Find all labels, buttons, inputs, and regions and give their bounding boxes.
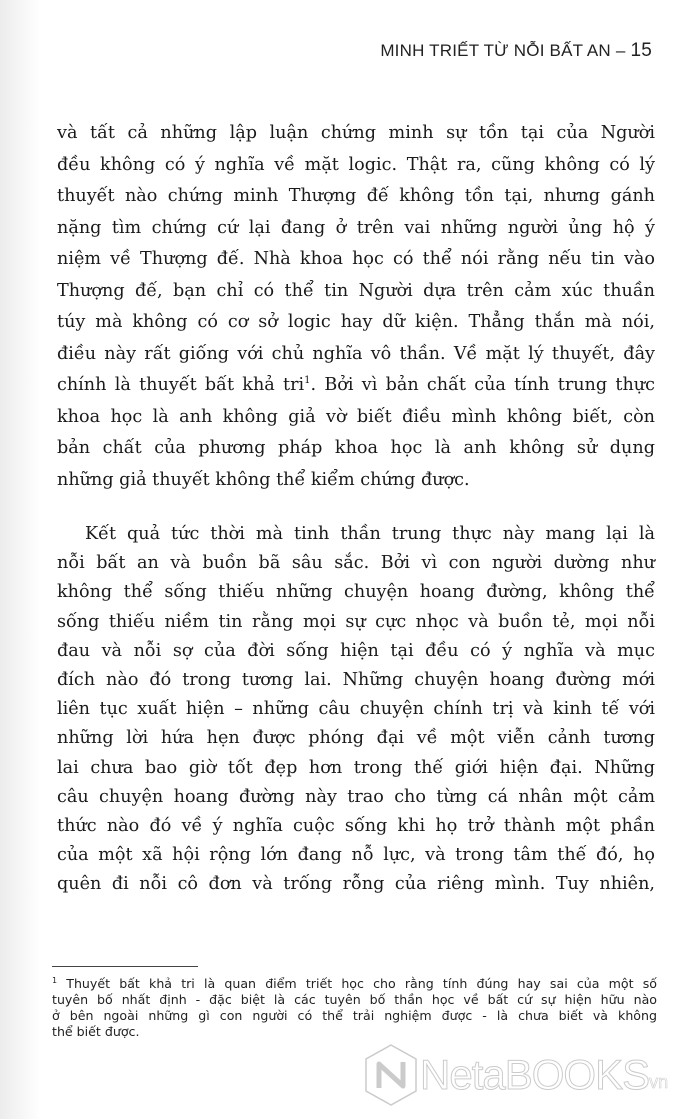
paragraph-1 bbox=[57, 118, 655, 496]
page-number: 15 bbox=[630, 40, 652, 61]
footnote-line bbox=[52, 976, 657, 992]
text-line: Thượng đế, bạn chỉ có thể tin Người dựa trên cảm xúc thuần bbox=[57, 280, 655, 301]
watermark-brand: NetaBOOKS bbox=[420, 1051, 650, 1098]
text-line: câu chuyện hoang đường này trao cho từng cá nhân một cảm bbox=[57, 786, 655, 807]
footnote-reference[interactable]: 1 bbox=[304, 375, 311, 387]
text-line: sống thiếu niềm tin rằng mọi sự cực nhọc và buồn tẻ, mọi nỗi bbox=[57, 611, 655, 632]
text-line: túy mà không có cơ sở logic hay dữ kiện. Thẳng thắn mà nói, bbox=[57, 312, 655, 332]
text-line: nặng tìm chứng cứ lại đang ở trên vai những người ủng hộ ý bbox=[57, 217, 655, 238]
text-line: điều này rất giống với chủ nghĩa vô thần. Về mặt lý thuyết, đây bbox=[57, 343, 655, 364]
text-line: lai chưa bao giờ tốt đẹp hơn trong thế giới hiện đại. Những bbox=[57, 757, 655, 778]
text-line: không thể sống thiếu những chuyện hoang đường, không thể bbox=[57, 582, 655, 603]
paragraph-2 bbox=[57, 520, 655, 899]
page-gutter-shadow bbox=[0, 0, 40, 1119]
footnote-line: tuyên bố nhất định - đặc biệt là các tuyên bố thần học về bất cứ sự hiện hữu nào bbox=[52, 992, 657, 1007]
footnote bbox=[52, 976, 657, 1040]
text-line: quên đi nỗi cô đơn và trống rỗng của riêng mình. Tuy nhiên, bbox=[57, 874, 655, 895]
text-line: khoa học là anh không giả vờ biết điều mình không biết, còn bbox=[57, 406, 655, 427]
text-segment: . Bởi vì bản chất của tính trung thực bbox=[310, 375, 655, 395]
footnote-marker: 1 bbox=[52, 975, 58, 985]
text-line: đích nào đó trong tương lai. Những chuyện hoang đường mới bbox=[57, 669, 655, 690]
text-line: niệm về Thượng đế. Nhà khoa học có thể nói rằng nếu tin vào bbox=[57, 249, 655, 269]
text-line: của một xã hội rộng lớn đang nỗ lực, và trong tâm thế đó, họ bbox=[57, 845, 655, 866]
text-line: đau và nỗi sợ của đời sống hiện tại đều có ý nghĩa và mục bbox=[57, 640, 655, 661]
netabooks-logo-icon bbox=[362, 1042, 420, 1108]
footnote-line: ở bên ngoài những gì con người có thể trải nghiệm được - là chưa biết và không bbox=[52, 1008, 657, 1023]
book-title: MINH TRIẾT TỪ NỖI BẤT AN bbox=[380, 41, 611, 60]
text-line: đều không có ý nghĩa về mặt logic. Thật ra, cũng không có lý bbox=[57, 154, 655, 175]
text-line: những lời hứa hẹn được phóng đại về một viễn cảnh tương bbox=[57, 728, 655, 749]
watermark bbox=[362, 1042, 668, 1108]
footnote-line: thể biết được. bbox=[52, 1024, 140, 1039]
text-line: liên tục xuất hiện – những câu chuyện chính trị và kinh tế với bbox=[57, 699, 655, 720]
footnote-divider bbox=[52, 966, 198, 967]
header-separator: – bbox=[615, 41, 626, 60]
text-line: bản chất của phương pháp khoa học là anh không sử dụng bbox=[57, 438, 655, 458]
text-line: nỗi bất an và buồn bã sâu sắc. Bởi vì con người dường như bbox=[57, 553, 655, 574]
running-header bbox=[380, 40, 652, 62]
text-segment: chính là thuyết bất khả tri bbox=[57, 375, 305, 395]
text-line: và tất cả những lập luận chứng minh sự tồn tại của Người bbox=[57, 123, 655, 143]
text-line: thuyết nào chứng minh Thượng đế không tồn tại, nhưng gánh bbox=[57, 186, 655, 206]
text-line: những giả thuyết không thể kiểm chứng được. bbox=[57, 469, 470, 490]
watermark-suffix: vn bbox=[649, 1071, 669, 1092]
text-line bbox=[57, 370, 655, 402]
text-line: Kết quả tức thời mà tinh thần trung thực này mang lại là bbox=[85, 524, 655, 544]
text-segment: Thuyết bất khả tri là quan điểm triết học cho rằng tính đúng hay sai của một số bbox=[57, 976, 657, 991]
text-line: thức nào đó về ý nghĩa cuộc sống khi họ trở thành một phần bbox=[57, 815, 655, 836]
